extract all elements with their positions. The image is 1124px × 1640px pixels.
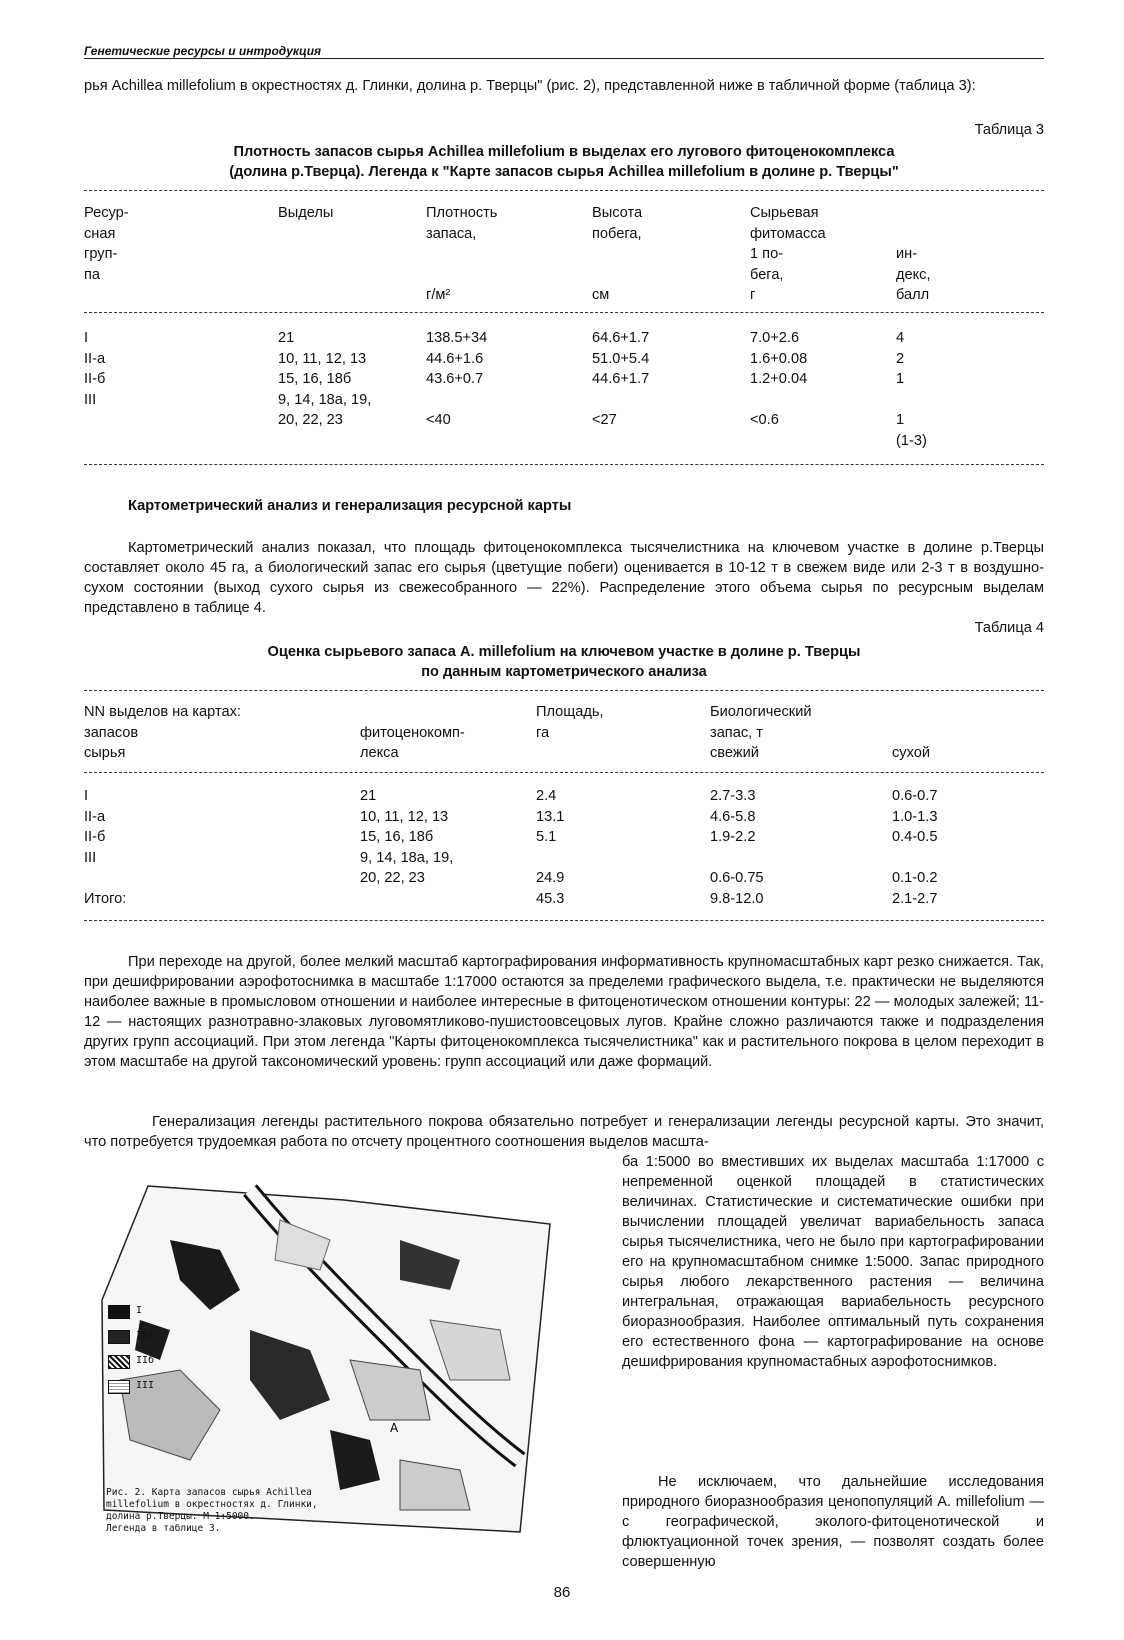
table4-header-dry: сухой	[892, 745, 930, 761]
running-header: Генетические ресурсы и интродукция	[84, 44, 322, 58]
resource-map-figure	[100, 1180, 560, 1540]
legend-label-I: I	[136, 1305, 143, 1316]
table3-rule-mid	[84, 312, 1044, 313]
table4-title-line2: по данным картометрического анализа	[421, 664, 707, 680]
table3-header-plots: Выделы	[278, 205, 334, 221]
table3-col-plots: 21 10, 11, 12, 13 15, 16, 18б 9, 14, 18а, 19, 20, 22, 23	[278, 330, 372, 428]
legend-label-IIa: IIа	[136, 1330, 155, 1341]
table4-header-plots: NN выделов на картах: запасов сырья	[84, 704, 241, 761]
paragraph-3: Генерализация легенды растительного покрова обязательно потребует и генерализации легенды ресурсной карты. Это значит, что потребуется трудоемкая работа по отсчету процентного соотношения выделов масшта-	[84, 1114, 1044, 1150]
table3-col-index: 4 2 1 1 (1-3)	[896, 330, 927, 449]
paragraph-4: Не исключаем, что дальнейшие исследования природного биоразнообразия ценопопуляций A. millefolium — с географической, эколого-фитоценотической и флюктуационной точек зрения, — позволят создать более совершенную	[622, 1474, 1044, 1570]
table3-label: Таблица 3	[974, 122, 1044, 138]
table3-header-group: Ресур- сная груп- па	[84, 205, 129, 283]
table4-title-line1: Оценка сырьевого запаса A. millefolium на ключевом участке в долине р. Тверцы	[267, 644, 861, 660]
table4-rule-bottom	[84, 920, 1044, 921]
table4-col-group: I II-а II-б III Итого:	[84, 788, 127, 907]
legend-swatch-III	[108, 1380, 130, 1394]
table3-header-density: Плотность запаса, г/м²	[426, 205, 498, 303]
table4-header-area: Площадь, га	[536, 704, 604, 741]
table4-col-complex: 21 10, 11, 12, 13 15, 16, 18б 9, 14, 18а, 19, 20, 22, 23	[360, 788, 454, 886]
legend-swatch-IIb	[108, 1355, 130, 1369]
table4-header-reserve: Биологический запас, т свежий	[710, 704, 812, 761]
table3-title-line2: (долина р.Тверца). Легенда к "Карте запасов сырья Achillea millefolium в долине р. Тверцы"	[229, 164, 899, 180]
table4-col-area: 2.4 13.1 5.1 24.9 45.3	[536, 788, 565, 907]
page-number: 86	[553, 1584, 571, 1601]
map-mark: А	[390, 1421, 399, 1435]
table4-col-fresh: 2.7-3.3 4.6-5.8 1.9-2.2 0.6-0.75 9.8-12.0	[710, 788, 764, 907]
figure-caption: Рис. 2. Карта запасов сырья Achillea millefolium в окрестностях д. Глинки, долина р.Тверцы. М 1:5000. Легенда в таблице 3.	[106, 1487, 318, 1534]
table3-col-group: I II-а II-б III	[84, 330, 106, 408]
table3-header-phytomass: Сырьевая фитомасса 1 по- бега, г	[750, 205, 826, 303]
paragraph-1: Картометрический анализ показал, что площадь фитоценокомплекса тысячелистника на ключевом участке в долине р.Тверцы составляет около 45 га, а биологический запас его сырья (цветущие побеги) оценивается в 10-12 т в свежем виде или 2-3 т в воздушно-сухом состоянии (выход сухого сырья из свежесобранного — 22%). Распределение этого объема сырья по ресурсным выделам представлено в таблице 4.	[84, 540, 1044, 616]
section-title: Картометрический анализ и генерализация ресурсной карты	[128, 498, 572, 514]
table3-rule-bottom	[84, 464, 1044, 465]
header-rule	[84, 58, 1044, 59]
table3-col-phytomass: 7.0+2.6 1.6+0.08 1.2+0.04 <0.6	[750, 330, 808, 428]
table4-rule-mid	[84, 772, 1044, 773]
table4-header-complex: фитоценокомп- лекса	[360, 724, 465, 761]
legend-label-IIb: IIб	[136, 1355, 155, 1366]
table3-title-line1: Плотность запасов сырья Achillea millefolium в выделах его лугового фитоценокомплекса	[233, 144, 895, 160]
paragraph-2: При переходе на другой, более мелкий масштаб картографирования информативность крупномасштабных карт резко снижается. Так, при дешифрировании аэрофотоснимка в масштабе 1:17000 остаются за пределеми графического выдела, т.е. практически не выделяются наиболее важные в промысловом отношении и наиболее интересные в фитоценотическом отношении контуры: 22 — молодых залежей; 11-12 — настоящих разнотравно-злаковых луговомятликово-пушистоовсецовых лугов. Крайне сложно различаются также и подразделения других групп ассоциаций. При этом легенда "Карты фитоценокомплекса тысячелистника" как и растительного покрова в целом переходит в этом масштабе на другой таксономический уровень: групп ассоциаций или даже формаций.	[84, 954, 1044, 1070]
table4-label: Таблица 4	[974, 620, 1044, 636]
table3-col-density: 138.5+34 44.6+1.6 43.6+0.7 <40	[426, 330, 488, 428]
table3-rule-top	[84, 190, 1044, 191]
legend-label-III: III	[136, 1380, 155, 1391]
legend-swatch-IIa	[108, 1330, 130, 1344]
paragraph-3-continued: ба 1:5000 во вместивших их выделах масштаба 1:17000 с непременной оценкой площадей в статистических величинах. Статистические и систематические ошибки при вычислении площадей увеличат вариабельность запаса сырья тысячелистника, чего не было при картографировании его на крупномасштабном снимке 1:5000. Запас природного сырья любого лекарственного растения — величина интегральная, отражающая вариабельность ресурсного биоразнообразия. Наиболее оптимальный путь сохранения его естественного фона — картографирование на основе дешифрирования крупномастабных аэрофотоснимков.	[622, 1154, 1044, 1370]
table3-header-height: Высота побега, см	[592, 205, 643, 303]
table4-col-dry: 0.6-0.7 1.0-1.3 0.4-0.5 0.1-0.2 2.1-2.7	[892, 788, 938, 907]
table3-col-height: 64.6+1.7 51.0+5.4 44.6+1.7 <27	[592, 330, 650, 428]
table3-header-index: ин- декс, балл	[896, 246, 931, 303]
intro-paragraph: рья Achillea millefolium в окрестностях д. Глинки, долина р. Тверцы" (рис. 2), представленной ниже в табличной форме (таблица 3):	[84, 78, 976, 94]
table4-rule-top	[84, 690, 1044, 691]
legend-swatch-I	[108, 1305, 130, 1319]
